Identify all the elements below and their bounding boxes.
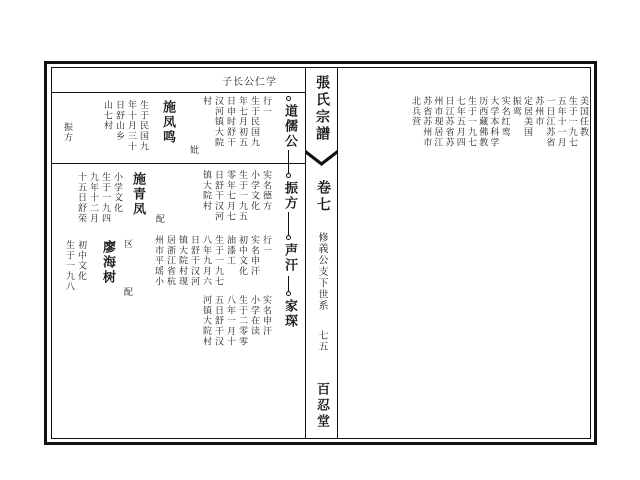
header-rule-top <box>51 92 305 93</box>
connector-2-3 <box>288 212 289 235</box>
jiachen-bio-line: 八年一月十 <box>225 295 235 347</box>
daoru-bio-line: 汉河镇大院 <box>213 96 223 148</box>
right-column-line: 七年五月四 <box>454 96 465 148</box>
jiachen-bio-line: 实名申汗 <box>261 295 271 337</box>
liao-haishu-bio-line: 生于一九八 <box>64 240 74 292</box>
zhenfang-bio-line: 实名德方 <box>261 170 271 212</box>
zhenfang-bio-line: 镇大院村 <box>201 170 211 212</box>
genealogy-title: 張氏宗譜 <box>314 75 330 143</box>
shenghan-bio-line: 日舒干汉河 <box>189 235 199 287</box>
zhenfang-bio-line: 日舒干汉河 <box>213 170 223 222</box>
daoru-bio-line: 年七月初五 <box>237 96 247 148</box>
shenghan-bio-line: 行一 <box>261 235 271 256</box>
section-divider <box>51 163 305 164</box>
right-column-line: 大学本科学 <box>488 96 499 148</box>
gen2-circle <box>286 173 291 178</box>
shi-fengming-child: 振方 <box>62 122 72 143</box>
shenghan-bio-line: 初中文化 <box>237 235 247 277</box>
gen1-circle <box>286 96 291 101</box>
hall-name: 百忍堂 <box>314 382 329 430</box>
connector-1-2 <box>288 150 289 173</box>
spine-left-rule <box>305 67 306 439</box>
shi-qingfeng-bio-line: 生于一九四 <box>100 172 110 224</box>
fishtail-marker <box>306 150 337 178</box>
liao-haishu-name: 廖海树 <box>100 240 115 285</box>
jiachen-bio-line: 五日舒干汉 <box>213 295 223 347</box>
volume-label: 卷七 <box>315 180 331 214</box>
right-column-line: 苏州市 <box>533 96 544 128</box>
gen4-circle <box>286 291 291 296</box>
right-column-line: 美国任教 <box>578 96 588 138</box>
shenghan-bio-line: 镇大院村现 <box>177 235 187 287</box>
zhenfang-bio-line: 小学文化 <box>249 170 259 212</box>
shenghan-bio-line: 州市平瑶小 <box>153 235 163 287</box>
jiachen-bio-line: 小学在读 <box>249 295 259 337</box>
right-column-line: 苏省苏州市 <box>421 96 432 148</box>
daoru-spouse-tag: 妣 <box>188 145 198 156</box>
daoru-bio-line: 生于民国九 <box>249 96 259 148</box>
right-column-line: 州市现居江 <box>432 96 443 148</box>
right-column-line: 历西藏佛教 <box>477 96 488 148</box>
page-number: 七五 <box>316 330 327 353</box>
shi-qingfeng-tag: 区 <box>122 239 132 250</box>
right-column-line: 日江苏省苏 <box>443 96 454 148</box>
daoru-bio-line: 村 <box>201 96 211 107</box>
daoru-bio-line: 行一 <box>261 96 271 117</box>
jiachen-bio-line: 生于二零零 <box>237 295 247 347</box>
shenghan-bio-line: 八年九月六 <box>201 235 211 287</box>
shi-fengming-bio-line: 生于民国九 <box>138 100 148 152</box>
shenghan-spouse-tag: 配 <box>122 287 132 298</box>
shi-qingfeng-bio-line: 小学文化 <box>112 172 122 214</box>
right-column-line: 振鸾 <box>510 96 521 117</box>
gen2-name: 振方 <box>282 181 297 211</box>
connector-3-4 <box>288 276 289 291</box>
right-column-line: 一日江苏省 <box>544 96 555 148</box>
shi-fengming-name: 施凤鸣 <box>160 100 175 145</box>
gen4-name: 家琛 <box>282 299 297 329</box>
shi-fengming-bio-line: 山七村 <box>102 100 112 132</box>
liao-haishu-bio-line: 初中文化 <box>76 240 86 282</box>
shenghan-bio-line: 生于一九七 <box>213 235 223 287</box>
zhenfang-spouse-tag: 配 <box>154 214 164 225</box>
zhenfang-bio-line: 生于一九五 <box>237 170 247 222</box>
shi-fengming-bio-line: 年十月三十 <box>126 100 136 152</box>
gen1-name: 道儒公 <box>282 104 297 149</box>
right-column-line: 生于一九七 <box>566 96 577 148</box>
right-column-line: 五年十一月 <box>555 96 566 148</box>
shi-fengming-bio-line: 日舒山乡 <box>114 100 124 142</box>
shi-qingfeng-name: 施青凤 <box>130 172 145 217</box>
spine-right-rule <box>337 67 338 439</box>
right-column-line: 实名红鸾 <box>499 96 510 138</box>
daoru-bio-line: 日申时舒干 <box>225 96 235 148</box>
gen3-name: 声汗 <box>282 243 297 273</box>
shenghan-bio-line: 实名申汗 <box>249 235 259 277</box>
branch-header: 子长公仁学 <box>222 77 277 88</box>
jiachen-bio-line: 河镇大院村 <box>201 295 211 347</box>
right-column-line: 北兵营 <box>410 96 420 128</box>
gen3-circle <box>286 235 291 240</box>
zhenfang-bio-line: 零年七月七 <box>225 170 235 222</box>
section-title: 修義公支下世系 <box>316 232 327 312</box>
shi-qingfeng-bio-line: 十五日舒荣 <box>76 172 86 224</box>
right-column-line: 生于一九七 <box>466 96 476 148</box>
right-column-line: 定居美国 <box>522 96 532 138</box>
shi-qingfeng-bio-line: 九年十二月 <box>88 172 98 224</box>
shenghan-bio-line: 居浙江省杭 <box>165 235 175 287</box>
shenghan-bio-line: 油漆工 <box>225 235 235 267</box>
